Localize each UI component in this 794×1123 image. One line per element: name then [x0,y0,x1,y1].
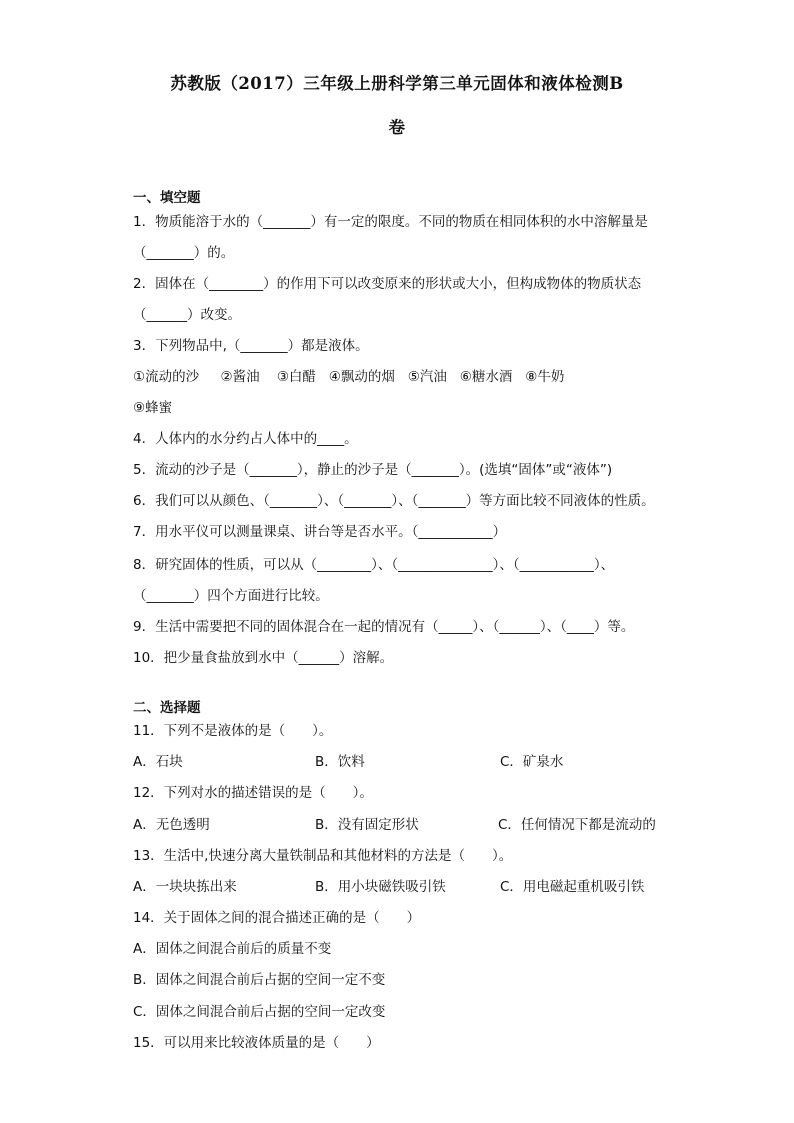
fill-line: 9．生活中需要把不同的固体混合在一起的情况有（_____）、（______）、（____）等。 [133,619,635,635]
question-stem: 11．下列不是液体的是（ ）。 [133,723,333,739]
fill-line: ①流动的沙 ②酱油 ③白醋 ④飘动的烟 ⑤汽油 ⑥糖水酒 ⑧牛奶 [133,369,565,385]
fill-line: 6．我们可以从颜色、（_______）、（_______）、（_______）等方面比较不同液体的性质。 [133,493,655,509]
fill-line: 1．物质能溶于水的（_______）有一定的限度。不同的物质在相同体积的水中溶解量是 [133,214,648,230]
fill-line: 7．用水平仪可以测量课桌、讲台等是否水平。（___________） [133,524,507,540]
option-c: C．固体之间混合前后占据的空间一定改变 [133,1004,386,1020]
fill-line: 3．下列物品中,（_______）都是液体。 [133,338,369,354]
fill-line: 8．研究固体的性质，可以从（________）、（______________）、（___________）、 [133,557,615,573]
option-a: A．一块块拣出来 [133,879,237,895]
option-c: C．任何情况下都是流动的 [498,817,656,833]
option-a: A．固体之间混合前后的质量不变 [133,941,332,957]
option-a: A．无色透明 [133,817,210,833]
fill-line: 4．人体内的水分约占人体中的____。 [133,431,358,447]
option-b: B．用小块磁铁吸引铁 [315,879,446,895]
option-a: A．石块 [133,754,183,770]
fill-line: 10．把少量食盐放到水中（______）溶解。 [133,650,394,666]
question-stem: 12．下列对水的描述错误的是（ ）。 [133,785,373,801]
page-title: 苏教版（2017）三年级上册科学第三单元固体和液体检测B [170,74,624,93]
fill-line: 5．流动的沙子是（_______），静止的沙子是（_______）。(选填“固体”或“液体”) [133,462,613,478]
section-heading-choice: 二、选择题 [133,700,201,716]
fill-line: （______）改变。 [133,307,241,323]
fill-line: ⑨蜂蜜 [133,400,173,416]
fill-line: （_______）的。 [133,245,235,261]
option-c: C．用电磁起重机吸引铁 [500,879,645,895]
fill-line: （_______）四个方面进行比较。 [133,588,329,604]
question-stem: 15．可以用来比较液体质量的是（ ） [133,1035,380,1051]
page-title-continued: 卷 [388,118,406,137]
option-c: C．矿泉水 [500,754,564,770]
fill-line: 2．固体在（________）的作用下可以改变原来的形状或大小，但构成物体的物质状态 [133,276,642,292]
question-stem: 13．生活中,快速分离大量铁制品和其他材料的方法是（ ）。 [133,848,513,864]
option-b: B．固体之间混合前后占据的空间一定不变 [133,972,386,988]
option-b: B．饮料 [315,754,365,770]
question-stem: 14．关于固体之间的混合描述正确的是（ ） [133,910,421,926]
option-b: B．没有固定形状 [315,817,419,833]
section-heading-fill: 一、填空题 [133,190,201,206]
